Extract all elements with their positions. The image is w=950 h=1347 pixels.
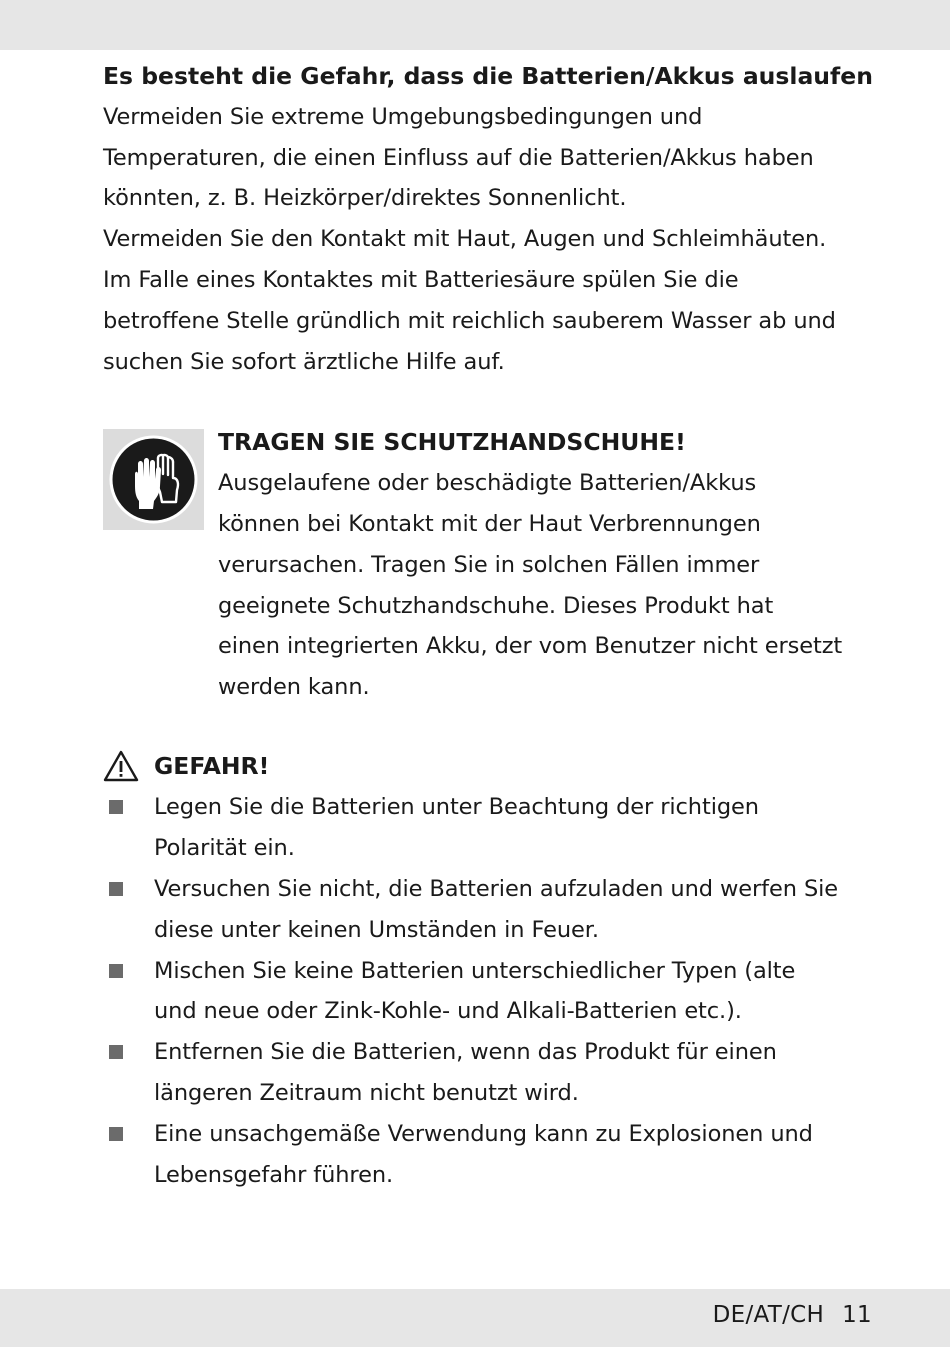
danger-heading bbox=[103, 746, 893, 787]
square-bullet-icon bbox=[109, 1127, 123, 1141]
square-bullet-icon bbox=[109, 964, 123, 978]
list-item-line: Mischen Sie keine Batterien unterschiedlicher Typen (alte bbox=[154, 957, 796, 984]
list-item bbox=[103, 787, 893, 869]
section-body bbox=[103, 97, 893, 383]
body-line: einen integrierten Akku, der vom Benutzer nicht ersetzt bbox=[218, 633, 843, 660]
list-item-line: Legen Sie die Batterien unter Beachtung der richtigen bbox=[154, 794, 759, 821]
body-line: Vermeiden Sie extreme Umgebungsbedingungen und bbox=[103, 103, 703, 130]
list-item-line: Eine unsachgemäße Verwendung kann zu Explosionen und bbox=[154, 1120, 813, 1147]
gloves-heading: TRAGEN SIE SCHUTZHANDSCHUHE! bbox=[218, 428, 686, 457]
list-item bbox=[103, 951, 893, 1033]
header-band bbox=[0, 0, 950, 50]
gloves-body bbox=[218, 463, 898, 708]
danger-title: GEFAHR! bbox=[154, 752, 270, 781]
gloves-hint-text bbox=[218, 422, 898, 708]
list-item bbox=[103, 1114, 893, 1196]
danger-list bbox=[103, 787, 893, 1195]
list-item bbox=[103, 869, 893, 951]
square-bullet-icon bbox=[109, 800, 123, 814]
square-bullet-icon bbox=[109, 1045, 123, 1059]
page-footer bbox=[713, 1298, 872, 1332]
list-item-line: Lebensgefahr führen. bbox=[154, 1161, 394, 1188]
body-line: können bei Kontakt mit der Haut Verbrennungen bbox=[218, 510, 761, 537]
body-line: suchen Sie sofort ärztliche Hilfe auf. bbox=[103, 348, 505, 375]
section-heading bbox=[103, 56, 893, 97]
list-item-line: und neue oder Zink-Kohle- und Alkali-Batterien etc.). bbox=[154, 998, 742, 1025]
footer-countries: DE/AT/CH bbox=[712, 1302, 825, 1328]
body-line: könnten, z. B. Heizkörper/direktes Sonnenlicht. bbox=[103, 185, 627, 212]
list-item-line: Polarität ein. bbox=[154, 835, 295, 862]
body-line: Ausgelaufene oder beschädigte Batterien/Akkus bbox=[218, 470, 757, 497]
body-line: verursachen. Tragen Sie in solchen Fällen immer bbox=[218, 551, 760, 578]
list-item-line: längeren Zeitraum nicht benutzt wird. bbox=[154, 1079, 579, 1106]
page-content bbox=[103, 56, 893, 1195]
body-line: Temperaturen, die einen Einfluss auf die Batterien/Akkus haben bbox=[103, 144, 814, 171]
protective-gloves-icon bbox=[103, 429, 204, 530]
gloves-hint bbox=[103, 428, 893, 716]
body-line: geeignete Schutzhandschuhe. Dieses Produkt hat bbox=[218, 592, 774, 619]
section-heading-text: Es besteht die Gefahr, dass die Batterien/Akkus auslaufen bbox=[103, 62, 873, 90]
body-line: Im Falle eines Kontaktes mit Batteriesäure spülen Sie die bbox=[103, 266, 739, 293]
square-bullet-icon bbox=[109, 882, 123, 896]
list-item-line: Versuchen Sie nicht, die Batterien aufzuladen und werfen Sie bbox=[154, 875, 839, 902]
list-item bbox=[103, 1032, 893, 1114]
list-item-line: diese unter keinen Umständen in Feuer. bbox=[154, 916, 599, 943]
list-item-line: Entfernen Sie die Batterien, wenn das Produkt für einen bbox=[154, 1039, 777, 1066]
body-line: Vermeiden Sie den Kontakt mit Haut, Augen und Schleimhäuten. bbox=[103, 226, 827, 253]
body-line: betroffene Stelle gründlich mit reichlich sauberem Wasser ab und bbox=[103, 307, 836, 334]
page-number: 11 bbox=[842, 1302, 872, 1328]
body-line: werden kann. bbox=[218, 674, 370, 701]
